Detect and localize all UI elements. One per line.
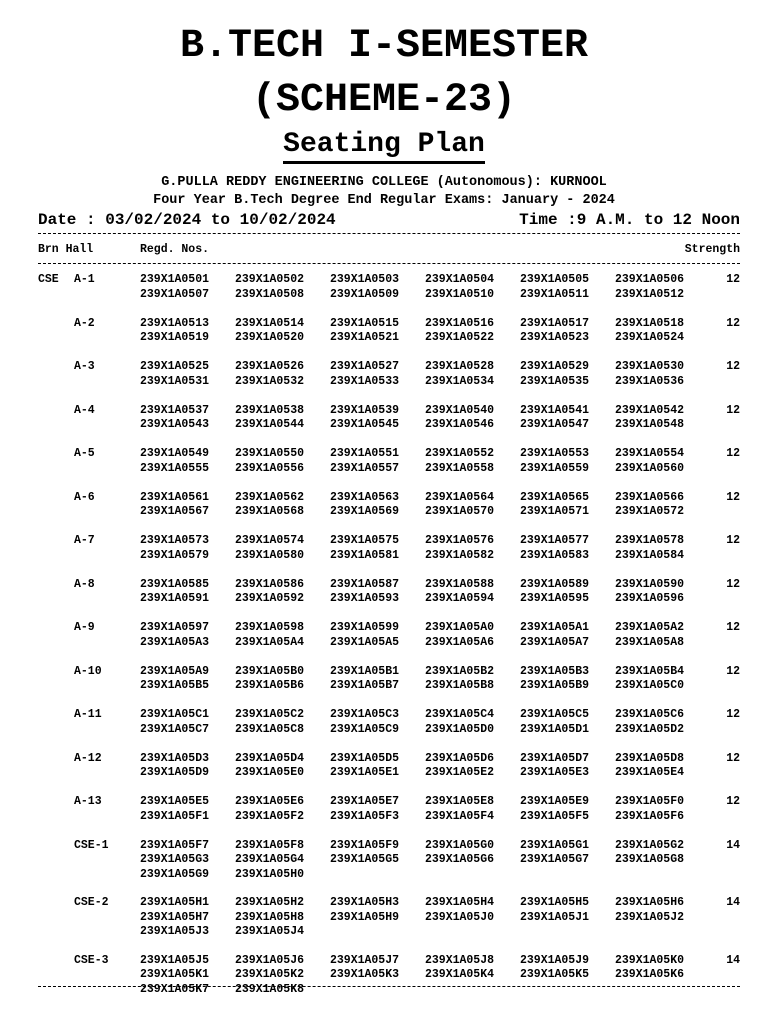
regd-no: 239X1A0515 xyxy=(330,316,400,330)
regd-no: 239X1A05H6 xyxy=(615,896,685,909)
regd-no: 239X1A05D7 xyxy=(520,751,590,765)
page-title-line-1: B.TECH I-SEMESTER xyxy=(179,24,589,69)
regd-no: 239X1A05B9 xyxy=(520,679,590,692)
regd-no: 239X1A05K7 xyxy=(140,982,210,996)
regd-no: 239X1A05J4 xyxy=(235,925,305,938)
hall-strength: 12 xyxy=(726,273,740,286)
regd-no: 239X1A0523 xyxy=(520,331,590,344)
regd-no: 239X1A05A4 xyxy=(235,635,305,649)
regd-no: 239X1A0559 xyxy=(520,461,590,475)
regd-no: 239X1A0533 xyxy=(330,374,400,388)
exam-time: Time :9 A.M. to 12 Noon xyxy=(519,211,740,229)
regd-no: 239X1A05J7 xyxy=(330,953,400,967)
regd-no: 239X1A0584 xyxy=(615,548,685,562)
regd-no: 239X1A05H3 xyxy=(330,896,400,909)
regd-no: 239X1A0578 xyxy=(615,534,685,547)
regd-no: 239X1A05H4 xyxy=(425,896,495,909)
regd-no: 239X1A05E0 xyxy=(235,766,305,779)
hall-strength: 12 xyxy=(726,621,740,634)
regd-no: 239X1A05H1 xyxy=(140,896,210,909)
regd-no: 239X1A05A2 xyxy=(615,621,685,634)
page-subtitle: Seating Plan xyxy=(283,129,485,164)
regd-no: 239X1A0556 xyxy=(235,461,305,475)
regd-no: 239X1A05K6 xyxy=(615,968,685,981)
regd-no: 239X1A05F3 xyxy=(330,809,400,823)
regd-no: 239X1A05A3 xyxy=(140,635,210,649)
regd-no: 239X1A05B0 xyxy=(235,664,305,678)
regd-no: 239X1A0544 xyxy=(235,418,305,431)
divider-header xyxy=(38,263,740,264)
hall-name: A-7 xyxy=(74,534,95,547)
regd-no: 239X1A0548 xyxy=(615,418,685,431)
regd-no: 239X1A05A0 xyxy=(425,621,495,634)
regd-no: 239X1A05G4 xyxy=(235,853,305,866)
regd-no: 239X1A0563 xyxy=(330,490,400,504)
regd-no: 239X1A0588 xyxy=(425,577,495,591)
regd-no: 239X1A0551 xyxy=(330,447,400,460)
regd-no: 239X1A0535 xyxy=(520,374,590,388)
regd-no: 239X1A0530 xyxy=(615,360,685,373)
regd-no: 239X1A0546 xyxy=(425,418,495,431)
hall-name: A-8 xyxy=(74,577,95,591)
column-header-regd-nos: Regd. Nos. xyxy=(140,243,210,256)
regd-no: 239X1A05D3 xyxy=(140,751,210,765)
regd-no: 239X1A05G9 xyxy=(140,867,210,881)
regd-no: 239X1A05K1 xyxy=(140,968,210,981)
regd-no: 239X1A0599 xyxy=(330,621,400,634)
regd-no: 239X1A0561 xyxy=(140,490,210,504)
regd-no: 239X1A05D0 xyxy=(425,722,495,736)
regd-no: 239X1A0565 xyxy=(520,490,590,504)
regd-no: 239X1A05J5 xyxy=(140,953,210,967)
column-header-strength: Strength xyxy=(684,243,740,256)
regd-no: 239X1A0528 xyxy=(425,360,495,373)
hall-name: A-13 xyxy=(74,795,102,808)
regd-no: 239X1A0547 xyxy=(520,418,590,431)
regd-no: 239X1A0591 xyxy=(140,592,210,605)
exam-dates: Date : 03/02/2024 to 10/02/2024 xyxy=(38,211,336,229)
regd-no: 239X1A0524 xyxy=(615,331,685,344)
regd-no: 239X1A05J8 xyxy=(425,953,495,967)
regd-no: 239X1A0568 xyxy=(235,505,305,518)
regd-no: 239X1A05K8 xyxy=(235,982,305,996)
regd-no: 239X1A05A6 xyxy=(425,635,495,649)
regd-no: 239X1A05C0 xyxy=(615,679,685,692)
hall-name: A-3 xyxy=(74,360,95,373)
regd-no: 239X1A0585 xyxy=(140,577,210,591)
regd-no: 239X1A05B2 xyxy=(425,664,495,678)
college-name: G.PULLA REDDY ENGINEERING COLLEGE (Autonomous): KURNOOL xyxy=(161,175,607,190)
regd-no: 239X1A0567 xyxy=(140,505,210,518)
regd-no: 239X1A05G1 xyxy=(520,838,590,852)
hall-name: CSE-3 xyxy=(74,953,109,967)
regd-no: 239X1A0593 xyxy=(330,592,400,605)
regd-no: 239X1A05C1 xyxy=(140,708,210,721)
regd-no: 239X1A05J2 xyxy=(615,910,685,924)
regd-no: 239X1A05E4 xyxy=(615,766,685,779)
regd-no: 239X1A0552 xyxy=(425,447,495,460)
hall-name: A-9 xyxy=(74,621,95,634)
regd-no: 239X1A05F7 xyxy=(140,838,210,852)
regd-no: 239X1A0582 xyxy=(425,548,495,562)
regd-no: 239X1A0549 xyxy=(140,447,210,460)
regd-no: 239X1A0553 xyxy=(520,447,590,460)
regd-no: 239X1A05A5 xyxy=(330,635,400,649)
regd-no: 239X1A05A8 xyxy=(615,635,685,649)
regd-no: 239X1A0580 xyxy=(235,548,305,562)
regd-no: 239X1A0597 xyxy=(140,621,210,634)
regd-no: 239X1A0577 xyxy=(520,534,590,547)
regd-no: 239X1A0536 xyxy=(615,374,685,388)
column-header-branch-hall: Brn Hall xyxy=(38,243,94,256)
regd-no: 239X1A05K5 xyxy=(520,968,590,981)
regd-no: 239X1A05B3 xyxy=(520,664,590,678)
regd-no: 239X1A0510 xyxy=(425,287,495,301)
regd-no: 239X1A05J3 xyxy=(140,925,210,938)
regd-no: 239X1A0583 xyxy=(520,548,590,562)
regd-no: 239X1A0502 xyxy=(235,273,305,286)
regd-no: 239X1A0505 xyxy=(520,273,590,286)
regd-no: 239X1A0575 xyxy=(330,534,400,547)
regd-no: 239X1A0503 xyxy=(330,273,400,286)
hall-strength: 12 xyxy=(726,447,740,460)
regd-no: 239X1A05D8 xyxy=(615,751,685,765)
regd-no: 239X1A05H7 xyxy=(140,910,210,924)
hall-strength: 12 xyxy=(726,751,740,765)
regd-no: 239X1A05G7 xyxy=(520,853,590,866)
regd-no: 239X1A0564 xyxy=(425,490,495,504)
hall-name: CSE-1 xyxy=(74,838,109,852)
regd-no: 239X1A05J6 xyxy=(235,953,305,967)
regd-no: 239X1A05J0 xyxy=(425,910,495,924)
hall-name: A-5 xyxy=(74,447,95,460)
regd-no: 239X1A05G0 xyxy=(425,838,495,852)
regd-no: 239X1A0592 xyxy=(235,592,305,605)
hall-name: A-10 xyxy=(74,664,102,678)
regd-no: 239X1A05D1 xyxy=(520,722,590,736)
hall-name: A-11 xyxy=(74,708,102,721)
regd-no: 239X1A05E1 xyxy=(330,766,400,779)
regd-no: 239X1A0506 xyxy=(615,273,685,286)
hall-name: A-2 xyxy=(74,316,95,330)
regd-no: 239X1A05D5 xyxy=(330,751,400,765)
regd-no: 239X1A05G5 xyxy=(330,853,400,866)
hall-name: A-12 xyxy=(74,751,102,765)
regd-no: 239X1A05F4 xyxy=(425,809,495,823)
regd-no: 239X1A0529 xyxy=(520,360,590,373)
hall-strength: 12 xyxy=(726,403,740,417)
regd-no: 239X1A0560 xyxy=(615,461,685,475)
regd-no: 239X1A05H5 xyxy=(520,896,590,909)
regd-no: 239X1A0571 xyxy=(520,505,590,518)
regd-no: 239X1A0542 xyxy=(615,403,685,417)
regd-no: 239X1A0586 xyxy=(235,577,305,591)
regd-no: 239X1A05D6 xyxy=(425,751,495,765)
hall-name: CSE-2 xyxy=(74,896,109,909)
regd-no: 239X1A0526 xyxy=(235,360,305,373)
regd-no: 239X1A05F0 xyxy=(615,795,685,808)
branch-label: CSE xyxy=(38,273,59,286)
regd-no: 239X1A0589 xyxy=(520,577,590,591)
hall-name: A-1 xyxy=(74,273,95,286)
hall-strength: 12 xyxy=(726,534,740,547)
hall-name: A-4 xyxy=(74,403,95,417)
regd-no: 239X1A0543 xyxy=(140,418,210,431)
regd-no: 239X1A05A9 xyxy=(140,664,210,678)
regd-no: 239X1A0550 xyxy=(235,447,305,460)
regd-no: 239X1A05K0 xyxy=(615,953,685,967)
regd-no: 239X1A0519 xyxy=(140,331,210,344)
regd-no: 239X1A05D9 xyxy=(140,766,210,779)
regd-no: 239X1A0501 xyxy=(140,273,210,286)
regd-no: 239X1A0520 xyxy=(235,331,305,344)
hall-strength: 12 xyxy=(726,795,740,808)
regd-no: 239X1A0596 xyxy=(615,592,685,605)
regd-no: 239X1A05C3 xyxy=(330,708,400,721)
regd-no: 239X1A05D4 xyxy=(235,751,305,765)
regd-no: 239X1A05J1 xyxy=(520,910,590,924)
regd-no: 239X1A05A1 xyxy=(520,621,590,634)
exam-name: Four Year B.Tech Degree End Regular Exams: January - 2024 xyxy=(153,193,615,208)
regd-no: 239X1A0514 xyxy=(235,316,305,330)
regd-no: 239X1A05J9 xyxy=(520,953,590,967)
regd-no: 239X1A05E2 xyxy=(425,766,495,779)
regd-no: 239X1A05E9 xyxy=(520,795,590,808)
regd-no: 239X1A05K3 xyxy=(330,968,400,981)
regd-no: 239X1A05F1 xyxy=(140,809,210,823)
regd-no: 239X1A05H9 xyxy=(330,910,400,924)
regd-no: 239X1A0521 xyxy=(330,331,400,344)
regd-no: 239X1A0537 xyxy=(140,403,210,417)
regd-no: 239X1A05G8 xyxy=(615,853,685,866)
regd-no: 239X1A0594 xyxy=(425,592,495,605)
regd-no: 239X1A05E3 xyxy=(520,766,590,779)
regd-no: 239X1A0579 xyxy=(140,548,210,562)
regd-no: 239X1A05G6 xyxy=(425,853,495,866)
regd-no: 239X1A0522 xyxy=(425,331,495,344)
regd-no: 239X1A05B7 xyxy=(330,679,400,692)
regd-no: 239X1A05B4 xyxy=(615,664,685,678)
regd-no: 239X1A0572 xyxy=(615,505,685,518)
regd-no: 239X1A05F8 xyxy=(235,838,305,852)
regd-no: 239X1A0595 xyxy=(520,592,590,605)
regd-no: 239X1A0511 xyxy=(520,287,590,301)
regd-no: 239X1A05H8 xyxy=(235,910,305,924)
subtitle-wrapper xyxy=(0,128,768,162)
hall-name: A-6 xyxy=(74,490,95,504)
regd-no: 239X1A0540 xyxy=(425,403,495,417)
regd-no: 239X1A0516 xyxy=(425,316,495,330)
regd-no: 239X1A0574 xyxy=(235,534,305,547)
regd-no: 239X1A0504 xyxy=(425,273,495,286)
regd-no: 239X1A05A7 xyxy=(520,635,590,649)
regd-no: 239X1A05E7 xyxy=(330,795,400,808)
hall-strength: 12 xyxy=(726,664,740,678)
regd-no: 239X1A0554 xyxy=(615,447,685,460)
regd-no: 239X1A0534 xyxy=(425,374,495,388)
regd-no: 239X1A0545 xyxy=(330,418,400,431)
regd-no: 239X1A0557 xyxy=(330,461,400,475)
regd-no: 239X1A0525 xyxy=(140,360,210,373)
regd-no: 239X1A05C8 xyxy=(235,722,305,736)
regd-no: 239X1A05G3 xyxy=(140,853,210,866)
regd-no: 239X1A05E5 xyxy=(140,795,210,808)
regd-no: 239X1A05B5 xyxy=(140,679,210,692)
regd-no: 239X1A0509 xyxy=(330,287,400,301)
regd-no: 239X1A05F9 xyxy=(330,838,400,852)
regd-no: 239X1A05F2 xyxy=(235,809,305,823)
regd-no: 239X1A05K4 xyxy=(425,968,495,981)
regd-no: 239X1A05K2 xyxy=(235,968,305,981)
hall-strength: 12 xyxy=(726,577,740,591)
regd-no: 239X1A05C6 xyxy=(615,708,685,721)
regd-no: 239X1A0570 xyxy=(425,505,495,518)
regd-no: 239X1A0513 xyxy=(140,316,210,330)
page-title-line-2: (SCHEME-23) xyxy=(251,78,517,123)
regd-no: 239X1A0569 xyxy=(330,505,400,518)
regd-no: 239X1A0562 xyxy=(235,490,305,504)
regd-no: 239X1A0573 xyxy=(140,534,210,547)
regd-no: 239X1A0581 xyxy=(330,548,400,562)
regd-no: 239X1A0576 xyxy=(425,534,495,547)
hall-strength: 12 xyxy=(726,316,740,330)
regd-no: 239X1A05E6 xyxy=(235,795,305,808)
regd-no: 239X1A0512 xyxy=(615,287,685,301)
regd-no: 239X1A05F6 xyxy=(615,809,685,823)
hall-strength: 14 xyxy=(726,838,740,852)
regd-no: 239X1A0517 xyxy=(520,316,590,330)
hall-strength: 12 xyxy=(726,360,740,373)
regd-no: 239X1A0598 xyxy=(235,621,305,634)
regd-no: 239X1A05C9 xyxy=(330,722,400,736)
regd-no: 239X1A0541 xyxy=(520,403,590,417)
regd-no: 239X1A0507 xyxy=(140,287,210,301)
regd-no: 239X1A05C7 xyxy=(140,722,210,736)
regd-no: 239X1A05B6 xyxy=(235,679,305,692)
hall-strength: 12 xyxy=(726,708,740,721)
hall-strength: 14 xyxy=(726,896,740,909)
hall-strength: 12 xyxy=(726,490,740,504)
regd-no: 239X1A0518 xyxy=(615,316,685,330)
regd-no: 239X1A05H0 xyxy=(235,867,305,881)
regd-no: 239X1A05B8 xyxy=(425,679,495,692)
regd-no: 239X1A05C5 xyxy=(520,708,590,721)
hall-strength: 14 xyxy=(726,953,740,967)
regd-no: 239X1A0531 xyxy=(140,374,210,388)
regd-no: 239X1A0508 xyxy=(235,287,305,301)
regd-no: 239X1A05C2 xyxy=(235,708,305,721)
regd-no: 239X1A05C4 xyxy=(425,708,495,721)
regd-no: 239X1A05D2 xyxy=(615,722,685,736)
regd-no: 239X1A0555 xyxy=(140,461,210,475)
regd-no: 239X1A05E8 xyxy=(425,795,495,808)
regd-no: 239X1A0590 xyxy=(615,577,685,591)
regd-no: 239X1A0566 xyxy=(615,490,685,504)
regd-no: 239X1A0558 xyxy=(425,461,495,475)
regd-no: 239X1A0527 xyxy=(330,360,400,373)
regd-no: 239X1A0532 xyxy=(235,374,305,388)
divider-top xyxy=(38,233,740,234)
regd-no: 239X1A0587 xyxy=(330,577,400,591)
regd-no: 239X1A0538 xyxy=(235,403,305,417)
regd-no: 239X1A0539 xyxy=(330,403,400,417)
regd-no: 239X1A05H2 xyxy=(235,896,305,909)
regd-no: 239X1A05B1 xyxy=(330,664,400,678)
divider-bottom xyxy=(38,986,740,987)
regd-no: 239X1A05G2 xyxy=(615,838,685,852)
regd-no: 239X1A05F5 xyxy=(520,809,590,823)
